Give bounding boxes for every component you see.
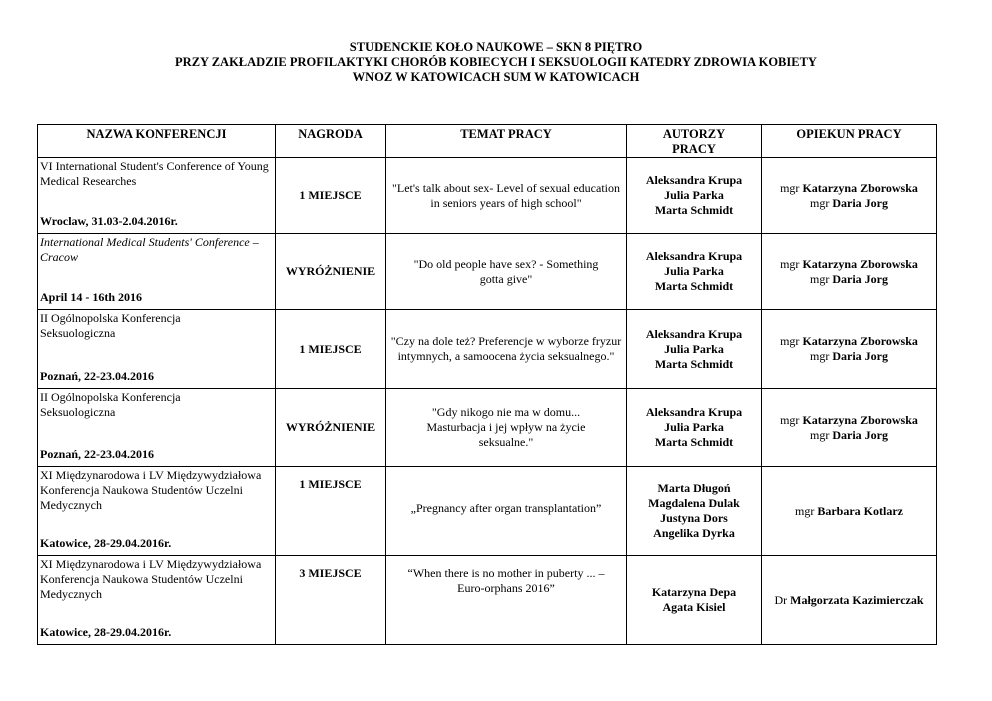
- conference-name: International Medical Students' Conference – Cracow: [40, 235, 259, 264]
- supervisor-name: Barbara Kotlarz: [817, 503, 903, 518]
- author-name: Marta Schmidt: [654, 435, 734, 449]
- supervisor-title: Dr: [774, 592, 788, 607]
- award-cell: 1 MIEJSCE: [276, 158, 386, 234]
- supervisor-entry: [762, 349, 936, 364]
- supervisor-cell: [762, 467, 937, 556]
- conference-cell: [38, 158, 276, 234]
- conference-place-date: Wroclaw, 31.03-2.04.2016r.: [40, 214, 178, 228]
- table-row: [38, 556, 937, 645]
- conference-name: II Ogólnopolska Konferencja Seksuologiczna: [40, 311, 181, 340]
- topic-cell: "Do old people have sex? - Something gotta give": [386, 234, 627, 310]
- author-name: Julia Parka: [664, 264, 724, 278]
- author-name: Marta Schmidt: [654, 203, 734, 217]
- conference-name: XI Międzynarodowa i LV Międzywydziałowa Konferencja Naukowa Studentów Uczelni Medycznych: [40, 468, 262, 512]
- topic-cell: "Czy na dole też? Preferencje w wyborze fryzur intymnych, a samoocena życia seksualnego.": [386, 310, 627, 389]
- award-cell: 3 MIEJSCE: [276, 556, 386, 645]
- author-name: Aleksandra Krupa: [645, 249, 743, 263]
- supervisor-name: Daria Jorg: [832, 349, 888, 363]
- supervisor-name: Daria Jorg: [832, 271, 888, 286]
- supervisor-entry: [762, 504, 936, 519]
- supervisor-title: mgr: [780, 334, 800, 348]
- supervisor-name: Katarzyna Zborowska: [802, 334, 918, 348]
- award-cell: 1 MIEJSCE: [276, 467, 386, 556]
- column-header-topic: TEMAT PRACY: [386, 125, 627, 158]
- topic-cell: “When there is no mother in puberty ... – Euro-orphans 2016”: [386, 556, 627, 645]
- table-row: [38, 389, 937, 467]
- supervisor-name: Katarzyna Zborowska: [802, 412, 918, 427]
- table-row: [38, 234, 937, 310]
- conference-place-date: Poznań, 22-23.04.2016: [40, 447, 154, 461]
- authors-cell: [627, 389, 762, 467]
- authors-cell: [627, 556, 762, 645]
- conference-cell: [38, 310, 276, 389]
- table-header-row: [38, 125, 937, 158]
- supervisor-title: mgr: [780, 256, 800, 271]
- authors-cell: [627, 467, 762, 556]
- supervisor-name: Daria Jorg: [832, 195, 888, 210]
- header-line-1: STUDENCKIE KOŁO NAUKOWE – SKN 8 PIĘTRO: [349, 40, 643, 54]
- supervisor-entry: [762, 334, 936, 349]
- supervisor-title: mgr: [810, 271, 830, 286]
- conference-name: XI Międzynarodowa i LV Międzywydziałowa Konferencja Naukowa Studentów Uczelni Medycznych: [40, 557, 262, 601]
- conference-cell: [38, 389, 276, 467]
- conference-place-date: Katowice, 28-29.04.2016r.: [40, 536, 172, 550]
- award-cell: 1 MIEJSCE: [276, 310, 386, 389]
- author-name: Aleksandra Krupa: [645, 326, 743, 341]
- header-line-2: PRZY ZAKŁADZIE PROFILAKTYKI CHORÓB KOBIECYCH I SEKSUOLOGII KATEDRY ZDROWIA KOBIETY: [175, 55, 817, 69]
- supervisor-entry: [762, 257, 936, 272]
- supervisor-cell: [762, 310, 937, 389]
- document-header: [0, 40, 992, 85]
- author-name: Agata Kisiel: [662, 600, 726, 614]
- conference-name: VI International Student's Conference of Young Medical Researches: [40, 159, 269, 188]
- supervisor-name: Katarzyna Zborowska: [802, 256, 918, 271]
- column-header-authors: AUTORZY PRACY: [627, 125, 762, 158]
- author-name: Angelika Dyrka: [653, 526, 735, 540]
- supervisor-entry: [762, 181, 936, 196]
- supervisor-title: mgr: [810, 195, 830, 210]
- author-name: Aleksandra Krupa: [645, 173, 743, 187]
- topic-cell: "Gdy nikogo nie ma w domu... Masturbacja i jej wpływ na życie seksualne.": [386, 389, 627, 467]
- author-name: Marta Schmidt: [654, 356, 734, 371]
- conference-place-date: Poznań, 22-23.04.2016: [40, 369, 154, 383]
- supervisor-title: mgr: [810, 427, 830, 442]
- award-cell: WYRÓŻNIENIE: [276, 234, 386, 310]
- author-name: Justyna Dors: [660, 511, 728, 525]
- table-row: [38, 310, 937, 389]
- supervisor-cell: [762, 389, 937, 467]
- topic-cell: "Let's talk about sex- Level of sexual education in seniors years of high school": [386, 158, 627, 234]
- supervisor-cell: [762, 556, 937, 645]
- author-name: Marta Schmidt: [654, 279, 734, 293]
- conference-cell: [38, 556, 276, 645]
- author-name: Julia Parka: [664, 188, 724, 202]
- supervisor-entry: [762, 196, 936, 211]
- table-row: [38, 158, 937, 234]
- awards-table: [37, 124, 937, 645]
- supervisor-title: mgr: [795, 503, 815, 518]
- table-row: [38, 467, 937, 556]
- award-cell: WYRÓŻNIENIE: [276, 389, 386, 467]
- supervisor-entry: [762, 272, 936, 287]
- column-header-award: NAGRODA: [276, 125, 386, 158]
- supervisor-cell: [762, 158, 937, 234]
- supervisor-entry: [762, 413, 936, 428]
- header-line-3: WNOZ W KATOWICACH SUM W KATOWICACH: [352, 70, 640, 84]
- column-header-supervisor: OPIEKUN PRACY: [762, 125, 937, 158]
- author-name: Katarzyna Depa: [651, 585, 737, 599]
- author-name: Marta Długoń: [657, 481, 731, 495]
- supervisor-name: Katarzyna Zborowska: [802, 180, 918, 195]
- conference-place-date: Katowice, 28-29.04.2016r.: [40, 625, 172, 639]
- author-name: Aleksandra Krupa: [645, 405, 743, 419]
- supervisor-title: mgr: [810, 349, 830, 363]
- topic-cell: „Pregnancy after organ transplantation”: [386, 467, 627, 556]
- author-name: Julia Parka: [664, 420, 724, 434]
- conference-cell: [38, 234, 276, 310]
- supervisor-title: mgr: [780, 180, 800, 195]
- supervisor-title: mgr: [780, 412, 800, 427]
- supervisor-entry: [762, 593, 936, 608]
- supervisor-name: Daria Jorg: [832, 427, 888, 442]
- author-name: Julia Parka: [664, 341, 724, 356]
- authors-cell: [627, 234, 762, 310]
- supervisor-entry: [762, 428, 936, 443]
- author-name: Magdalena Dulak: [648, 496, 740, 510]
- authors-cell: [627, 310, 762, 389]
- supervisor-cell: [762, 234, 937, 310]
- conference-place-date: April 14 - 16th 2016: [40, 290, 142, 304]
- authors-cell: [627, 158, 762, 234]
- column-header-conference: NAZWA KONFERENCJI: [38, 125, 276, 158]
- conference-cell: [38, 467, 276, 556]
- conference-name: II Ogólnopolska Konferencja Seksuologiczna: [40, 390, 181, 419]
- supervisor-name: Małgorzata Kazimierczak: [790, 592, 924, 607]
